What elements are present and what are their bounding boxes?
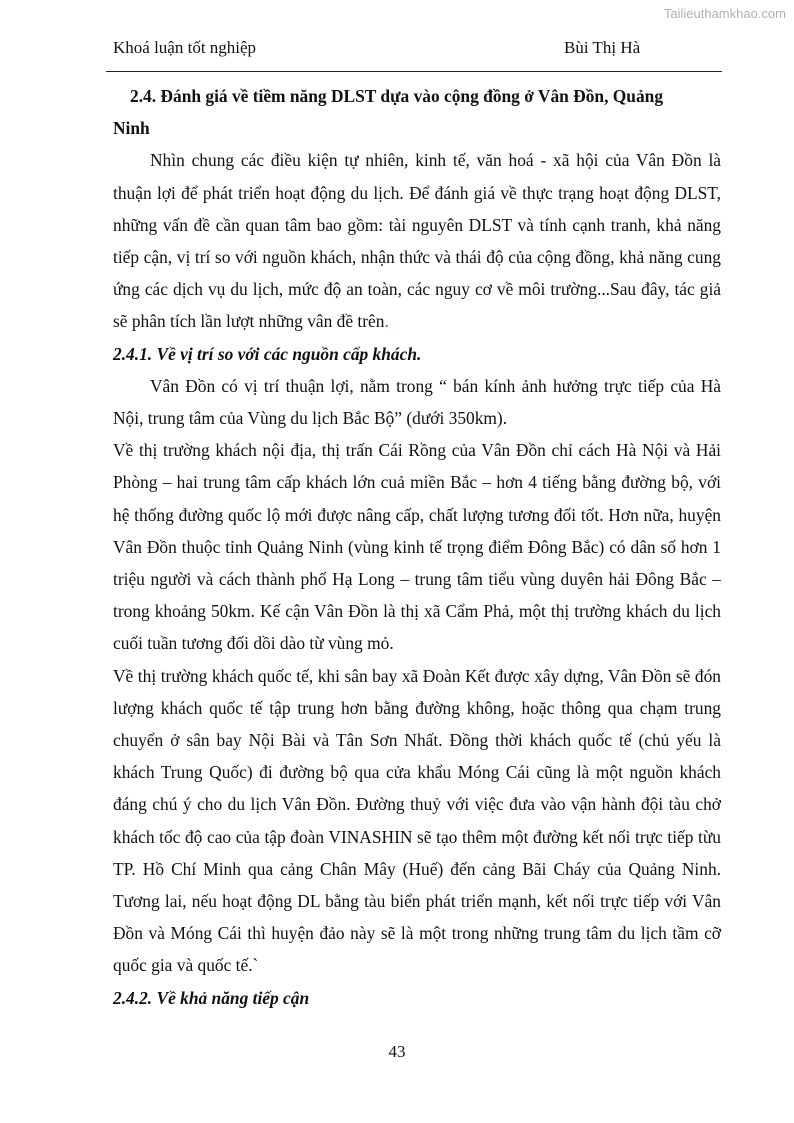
header-thesis-label: Khoá luận tốt nghiệp	[113, 38, 257, 57]
section-heading-line1: 2.4. Đánh giá về tiềm năng DLST dựa vào cộng đồng ở Vân Đồn, Quảng	[130, 86, 664, 106]
header-author-name: Bùi Thị Hà	[564, 38, 641, 57]
paragraph-location: Vân Đồn có vị trí thuận lợi, nằm trong “ bán kính ảnh hưởng trực tiếp của Hà Nội, trung tâm của Vùng du lịch Bắc Bộ” (dưới 350km).	[113, 375, 721, 429]
intro-paragraph	[113, 144, 721, 337]
header-divider	[106, 71, 722, 72]
intro-end-mark: .	[384, 311, 389, 332]
subsection-heading-2: 2.4.2. Về khả năng tiếp cận	[113, 987, 310, 1008]
paragraph-domestic-market: Về thị trường khách nội địa, thị trấn Cái Rồng của Vân Đồn chỉ cách Hà Nội và Hải Phòng – hai trung tâm cấp khách lớn cuả miền Bắc – hơn 4 tiếng bằng đường bộ, với hệ thống đường quốc lộ mới được nâng cấp, chất lượng tương đối tốt. Hơn nữa, huyện Vân Đồn thuộc tỉnh Quảng Ninh (vùng kinh tế trọng điểm Đông Bắc) có dân số hơn 1 triệu người và cách thành phố Hạ Long – trung tâm tiểu vùng duyên hải Đông Bắc – trong khoảng 50km. Kế cận Vân Đồn là thị xã Cẩm Phả, một thị trường khách du lịch cuối tuần tương đối dồi dào từ vùng mỏ.	[113, 440, 721, 654]
document-body	[113, 80, 721, 1014]
paragraph-international-market: Về thị trường khách quốc tế, khi sân bay xã Đoàn Kết được xây dựng, Vân Đồn sẽ đón lượng khách quốc tế tập trung hơn bằng đường không, hoặc thông qua chạm trung chuyển ở sân bay Nội Bài và Tân Sơn Nhất. Đồng thời khách quốc tế (chủ yếu là khách Trung Quốc) đi đường bộ qua cửa khẩu Móng Cái cũng là một nguồn khách đáng chú ý cho du lịch Vân Đồn. Đường thuỷ với việc đưa vào vận hành đội tàu chở khách tốc độ cao của tập đoàn VINASHIN sẽ tạo thêm một đường kết nối trực tiếp từu TP. Hồ Chí Minh qua cảng Chân Mây (Huế) đến cảng Bãi Cháy của Quảng Ninh. Tương lai, nếu hoạt động DL bằng tàu biển phát triển mạnh, kết nối trực tiếp với Vân Đồn và Móng Cái thì huyện đảo này sẽ là một trong những trung tâm du lịch tầm cỡ quốc gia và quốc tế.`	[113, 665, 721, 976]
section-heading	[113, 80, 721, 144]
section-heading-line2: Ninh	[113, 118, 150, 139]
watermark: Tailieuthamkhao.com	[663, 6, 786, 21]
intro-text: Nhìn chung các điều kiện tự nhiên, kinh tế, văn hoá - xã hội của Vân Đồn là thuận lợi để phát triển hoạt động du lịch. Để đánh giá về thực trạng hoạt động DLST, những vấn đề cần quan tâm bao gồm: tài nguyên DLST và tính cạnh tranh, khả năng tiếp cận, vị trí so với nguồn khách, nhận thức và thái độ của cộng đồng, khả năng cung ứng các dịch vụ du lịch, mức độ an toàn, các nguy cơ về môi trường...Sau đây, tác giả sẽ phân tích lần lượt những vân đề trên	[113, 150, 721, 332]
page-number: 43	[388, 1042, 406, 1061]
subsection-heading-1: 2.4.1. Về vị trí so với các nguồn cấp khách.	[113, 343, 422, 364]
page-header	[113, 38, 721, 62]
